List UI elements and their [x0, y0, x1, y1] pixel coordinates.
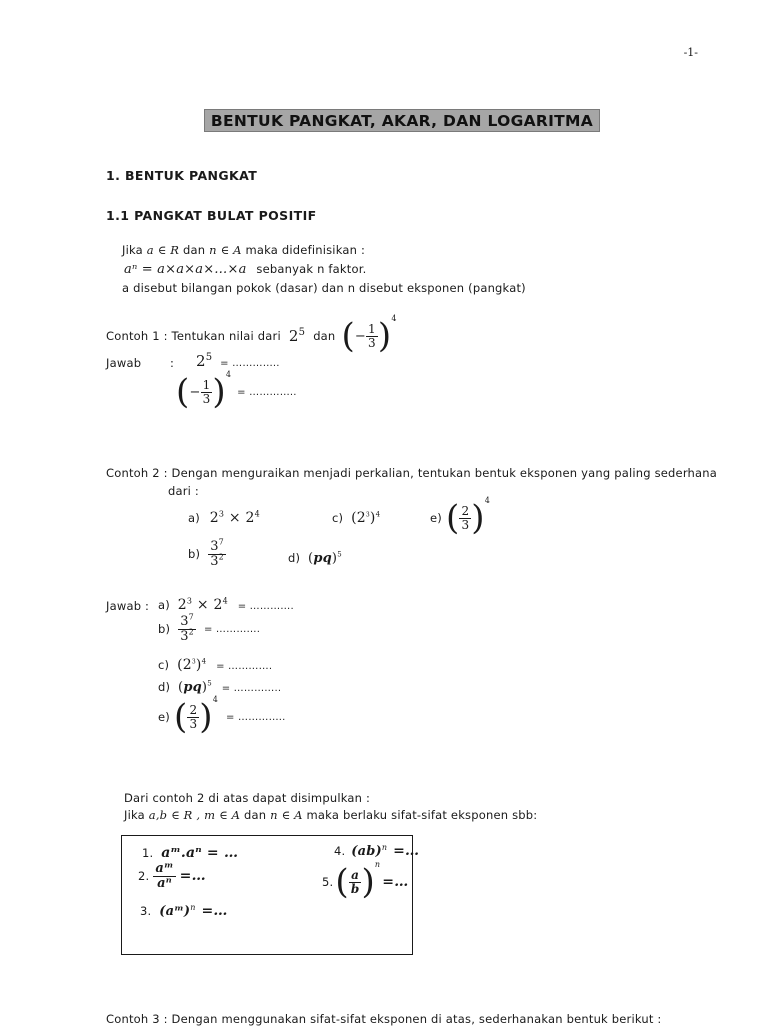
contoh1-jawab-label: Jawab [106, 356, 142, 370]
contoh2-answer-c: c) $(2^3)^4$ = …………. [158, 657, 273, 673]
page-title: BENTUK PANGKAT, AKAR, DAN LOGARITMA [210, 111, 594, 130]
contoh1-jawab-colon: : [170, 356, 175, 370]
property-2: 2. $\frac{\text{aᵐ}}{\text{aⁿ}}$ =… [138, 861, 206, 891]
contoh1-question: Contoh 1 : Tentukan nilai dari $2^5$ dan ( − $\frac{1}{3}$ ) $^4$ [106, 314, 397, 356]
contoh2-problem-d: d) (pq)$^5$ [288, 550, 342, 566]
section-heading: 1. BENTUK PANGKAT [106, 168, 258, 183]
property-3: 3. (aᵐ)$^n$ =… [140, 903, 228, 919]
contoh2-question: Contoh 2 : Dengan menguraikan menjadi perkalian, tentukan bentuk eksponen yang paling sederhana [106, 466, 718, 480]
conclusion-line-2: Jika a,b ∈ R , m ∈ A dan n ∈ A maka berlaku sifat-sifat eksponen sbb: [124, 808, 538, 822]
page-number: -1- [683, 46, 698, 59]
contoh2-problem-c: c) $(2^3)^4$ [332, 510, 381, 526]
contoh1-answer-1: $2^5$ = ………….. [196, 352, 280, 370]
subsection-heading: 1.1 PANGKAT BULAT POSITIF [106, 208, 317, 223]
contoh2-problem-e: e) ( $\frac{2}{3}$ ) $^4$ [430, 496, 491, 538]
definition-line-1: Jika a ∈ R dan n ∈ A maka didefinisikan : [122, 243, 366, 257]
contoh1-answer-2: ( − $\frac{1}{3}$ ) $^4$ = ………….. [176, 370, 297, 412]
contoh1-power-2-5: $2^5$ [288, 327, 306, 345]
conclusion-line-1: Dari contoh 2 di atas dapat disimpulkan : [124, 791, 371, 805]
property-5: 5. ( $\frac{a}{b}$ ) $^n$ =… [322, 860, 409, 902]
contoh2-answer-b: b) $\frac{3^7}{3^2}$ = …………. [158, 612, 261, 644]
contoh1-fraction-power: ( − $\frac{1}{3}$ ) $^4$ [341, 314, 397, 356]
contoh2-answer-a: a) $2^3 \times 2^4$ = …………. [158, 596, 294, 613]
contoh2-answer-d: d) (pq)$^5$ = ………….. [158, 679, 282, 695]
definition-line-2: aⁿ = a×a×a×…×a sebanyak n faktor. [124, 262, 367, 277]
definition-line-3: a disebut bilangan pokok (dasar) dan n disebut eksponen (pangkat) [122, 281, 526, 295]
page-title-box [204, 109, 600, 132]
contoh2-jawab-label: Jawab : [106, 599, 150, 613]
contoh2-problem-a: a) $2^3 \times 2^4$ [188, 509, 260, 526]
contoh2-problem-b: b) $\frac{3^7}{3^2}$ [188, 537, 224, 569]
property-4: 4. (ab)$^n$ =… [334, 843, 420, 859]
contoh3-question: Contoh 3 : Dengan menggunakan sifat-sifat eksponen di atas, sederhanakan bentuk berikut : [106, 1012, 662, 1026]
property-1: 1. aᵐ.aⁿ = … [142, 845, 239, 861]
contoh2-question-cont: dari : [168, 484, 200, 498]
contoh2-answer-e: e) ( $\frac{2}{3}$ ) $^4$ = ………….. [158, 695, 286, 737]
